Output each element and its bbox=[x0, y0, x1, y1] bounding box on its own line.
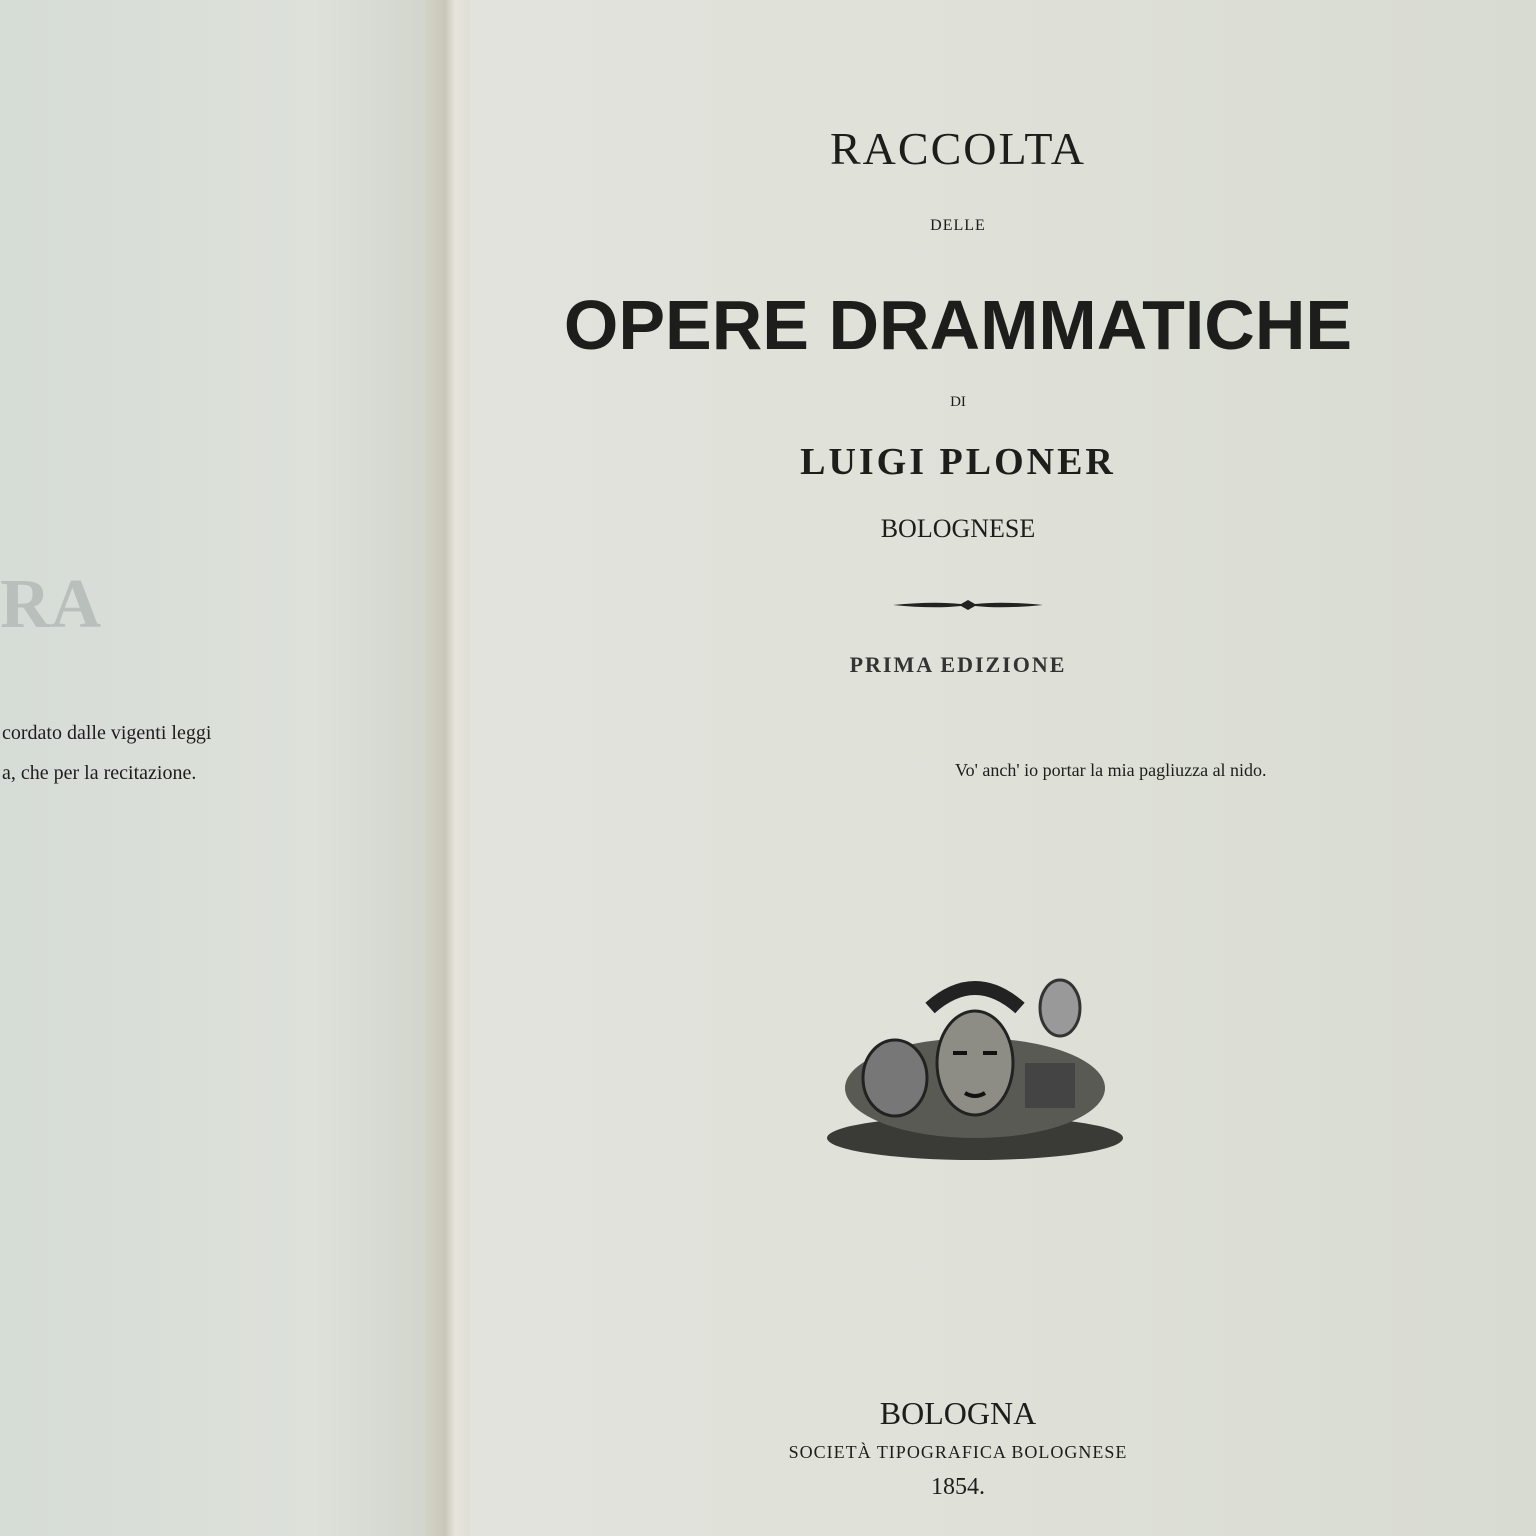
title-delle: DELLE bbox=[930, 217, 986, 234]
author-name: LUIGI PLONER bbox=[800, 441, 1116, 483]
imprint-year: 1854. bbox=[931, 1474, 985, 1500]
title-di: DI bbox=[950, 394, 966, 410]
title-raccolta: RACCOLTA bbox=[830, 123, 1086, 174]
title-main: OPERE DRAMMATICHE bbox=[563, 286, 1353, 364]
imprint-city: BOLOGNA bbox=[879, 1395, 1037, 1431]
author-origin: BOLOGNESE bbox=[880, 514, 1036, 543]
left-page-line: a, che per la recitazione. bbox=[2, 762, 197, 784]
left-page bbox=[0, 0, 450, 1536]
edition-label: PRIMA EDIZIONE bbox=[849, 652, 1067, 677]
bleed-through-text: RA bbox=[0, 566, 102, 643]
theatre-mask-vignette bbox=[825, 968, 1125, 1163]
imprint-publisher: SOCIETÀ TIPOGRAFICA BOLOGNESE bbox=[788, 1442, 1128, 1462]
left-page-line: cordato dalle vigenti leggi bbox=[2, 722, 212, 744]
ornament-rule bbox=[893, 598, 1043, 612]
book-spine bbox=[425, 0, 475, 1536]
epigraph: Vo' anch' io portar la mia pagliuzza al nido. bbox=[955, 760, 1267, 780]
